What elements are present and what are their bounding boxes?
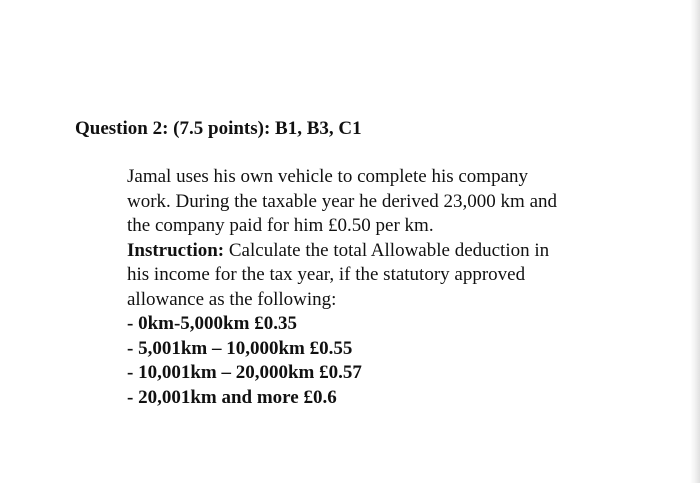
allowance-item: - 5,001km – 10,000km £0.55 (127, 337, 353, 359)
instruction-line: allowance as the following: (127, 288, 337, 310)
instruction-line (127, 239, 647, 264)
allowance-item: - 10,001km – 20,000km £0.57 (127, 362, 362, 383)
paragraph-line: work. During the taxable year he derived 23,000 km and (127, 190, 558, 212)
allowance-item: - 20,001km and more £0.6 (127, 386, 337, 408)
instruction-text: Calculate the total Allowable deduction in (224, 239, 550, 261)
allowance-item: - 0km-5,000km £0.35 (127, 313, 297, 334)
question-body (127, 165, 647, 410)
page-edge-shadow (690, 0, 700, 483)
instruction-label: Instruction: (127, 239, 225, 261)
paragraph-line: the company paid for him £0.50 per km. (127, 215, 434, 236)
instruction-line: his income for the tax year, if the statutory approved (127, 264, 526, 285)
question-title: Question 2: (7.5 points): B1, B3, C1 (75, 118, 362, 139)
paragraph-line: Jamal uses his own vehicle to complete his company (127, 166, 529, 187)
